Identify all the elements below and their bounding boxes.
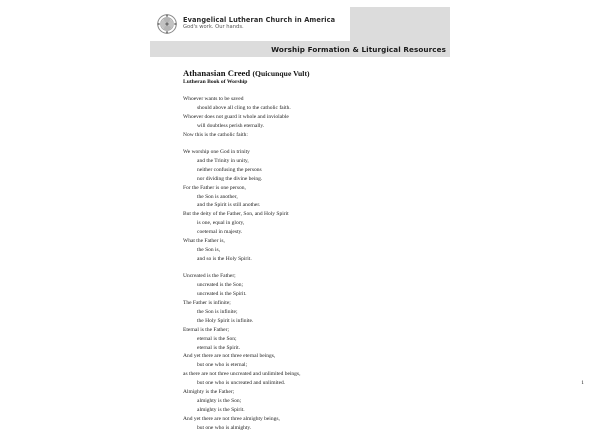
creed-line: almighty is the Son; [197,398,242,404]
organization-tagline: God's work. Our hands. [183,24,244,31]
creed-line: is one, equal in glory, [197,220,245,227]
creed-line: will doubtless perish eternally. [197,122,265,129]
page-number: 1 [581,380,584,386]
creed-line: uncreated is the Spirit. [197,291,247,298]
creed-line: neither confusing the persons [197,166,262,173]
creed-line: the Son is another, [197,193,238,200]
creed-stanza [183,272,419,432]
creed-line: Whoever does not guard it whole and inviolable [183,113,289,120]
creed-line: Now this is the catholic faith: [183,131,248,138]
creed-line: Eternal is the Father; [183,326,229,333]
creed-stanza [183,148,419,264]
creed-line: nor dividing the divine being. [197,175,263,182]
creed-line: uncreated is the Son; [197,282,243,289]
organization-text-block [183,17,335,31]
creed-line: should above all cling to the catholic faith. [197,104,291,111]
creed-line: the Son is infinite; [197,308,238,315]
page-title [183,68,419,78]
creed-line: But the deity of the Father, Son, and Holy Spirit [183,211,289,218]
creed-line: Whoever wants to be saved [183,96,244,102]
page-title-main: Athanasian Creed [183,68,251,78]
creed-line: almighty is the Spirit. [197,406,245,413]
creed-line: Almighty is the Father; [183,389,235,396]
creed-line: and so is the Holy Spirit. [197,255,252,262]
creed-text [183,95,419,433]
creed-line: And yet there are not three almighty beings, [183,415,280,422]
creed-line: the Holy Spirit is infinite. [197,317,254,324]
creed-line: The Father is infinite; [183,300,231,307]
elca-celtic-cross-logo-icon [156,13,178,35]
creed-line: What the Father is, [183,238,225,245]
creed-line: And yet there are not three eternal beings, [183,353,276,360]
creed-line: For the Father is one person, [183,184,246,191]
creed-line: but one who is eternal; [197,362,248,369]
department-title: Worship Formation & Liturgical Resources [271,45,446,54]
creed-line: Uncreated is the Father; [183,273,236,280]
creed-stanza [183,95,419,140]
organization-logo-box [150,7,350,41]
site-header-band [150,7,450,57]
page-subtitle: Lutheran Book of Worship [183,79,248,85]
creed-line: eternal is the Son; [197,335,237,342]
document-page [150,0,450,431]
creed-line: and the Spirit is still another. [197,202,261,209]
creed-line: the Son is, [197,247,221,253]
creed-line: as there are not three uncreated and unlimited beings, [183,371,301,378]
creed-line: but one who is uncreated and unlimited. [197,380,286,387]
creed-line: but one who is almighty. [197,424,252,431]
document-content [183,68,419,433]
creed-line: coeternal in majesty. [197,229,243,236]
creed-line: eternal is the Spirit. [197,344,241,351]
creed-line: We worship one God in trinity [183,149,250,156]
page-title-latin: (Quicunque Vult) [252,69,310,78]
organization-name: Evangelical Lutheran Church in America [183,16,336,25]
creed-line: and the Trinity in unity, [197,157,249,164]
